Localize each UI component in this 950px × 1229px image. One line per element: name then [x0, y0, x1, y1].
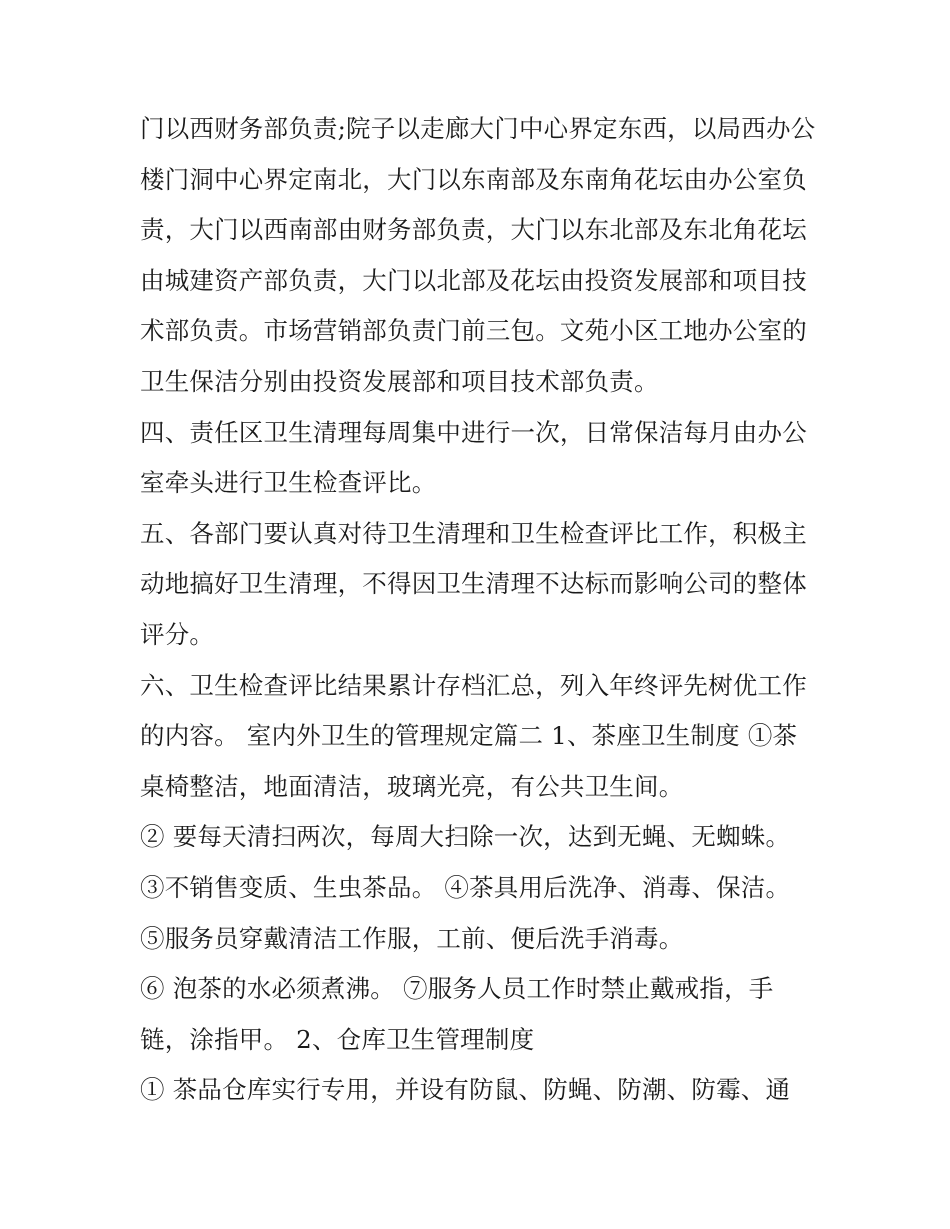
- paragraph-rule-2: ② 要每天清扫两次，每周大扫除一次，达到无蝇、无蜘蛛。: [140, 822, 791, 852]
- paragraph-responsibility-areas: 门以西财务部负责;院子以走廊大门中心界定东西，以局西办公楼门洞中心界定南北，大门以东南部及东南角花坛由办公室负责，大门以西南部由财务部负责，大门以东北部及东北角花坛由城建资产部负责，大门以北部及花坛由投资发展部和项目技术部负责。市场营销部负责门前三包。文苑小区工地办公室的卫生保洁分别由投资发展部和项目技术部负责。: [140, 114, 816, 396]
- paragraph-rule-5: ⑤服务员穿戴清洁工作服，工前、便后洗手消毒。: [140, 923, 684, 953]
- document-body: [140, 104, 820, 1116]
- paragraph-item-six: 六、卫生检查评比结果累计存档汇总，列入年终评先树优工作的内容。 室内外卫生的管理规定篇二 1、茶座卫生制度 ①茶桌椅整洁，地面清洁，玻璃光亮，有公共卫生间。: [140, 670, 807, 801]
- paragraph-warehouse-rule-1: ① 茶品仓库实行专用，并设有防鼠、防蝇、防潮、防霉、通: [140, 1075, 791, 1105]
- paragraph-item-four: 四、责任区卫生清理每周集中进行一次，日常保洁每月由办公室牵头进行卫生检查评比。: [140, 417, 807, 498]
- paragraph-rule-3-4: ③不销售变质、生虫茶品。 ④茶具用后洗净、消毒、保洁。: [140, 872, 791, 902]
- paragraph-item-five: 五、各部门要认真对待卫生清理和卫生检查评比工作，积极主动地搞好卫生清理，不得因卫生清理不达标而影响公司的整体评分。: [140, 518, 807, 649]
- paragraph-rule-6-7: ⑥ 泡茶的水必须煮沸。 ⑦服务人员工作时禁止戴戒指，手链，涂指甲。 2、仓库卫生管理制度: [140, 974, 774, 1054]
